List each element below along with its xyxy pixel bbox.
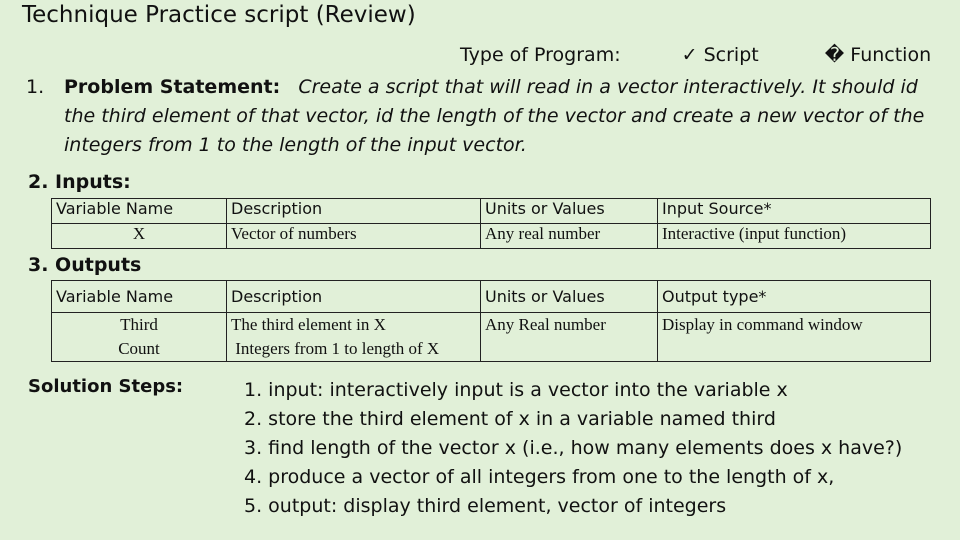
solution-label: Solution Steps:: [28, 376, 184, 397]
outputs-var-third: Third: [120, 315, 158, 334]
type-of-program-label: Type of Program:: [460, 44, 621, 66]
solution-step: 1. input: interactively input is a vector into the variable x: [244, 379, 788, 401]
inputs-header: 2. Inputs:: [28, 171, 131, 193]
outputs-desc-2: Integers from 1 to length of X: [231, 339, 440, 358]
solution-step: 2. store the third element of x in a variable named third: [244, 408, 776, 430]
outputs-col-description: Description: [227, 281, 481, 313]
outputs-col-units: Units or Values: [481, 281, 658, 313]
outputs-header: 3. Outputs: [28, 254, 142, 276]
inputs-col-description: Description: [227, 199, 481, 224]
solution-step: 5. output: display third element, vector of integers: [244, 495, 727, 517]
solution-step: 3. find length of the vector x (i.e., how many elements does x have?): [244, 437, 903, 459]
page-title: Technique Practice script (Review): [22, 2, 416, 28]
inputs-col-source: Input Source*: [658, 199, 931, 224]
outputs-col-type: Output type*: [658, 281, 931, 313]
outputs-col-variable: Variable Name: [52, 281, 227, 313]
inputs-header-row: [52, 199, 931, 224]
inputs-cell-description: Vector of numbers: [227, 224, 481, 249]
type-of-program: [460, 44, 931, 66]
inputs-row: [52, 224, 931, 249]
inputs-cell-variable: X: [52, 224, 227, 249]
outputs-table: [51, 280, 931, 362]
inputs-col-units: Units or Values: [481, 199, 658, 224]
inputs-table: [51, 198, 931, 249]
outputs-var-count: Count: [118, 339, 160, 358]
inputs-cell-units: Any real number: [481, 224, 658, 249]
outputs-header-row: [52, 281, 931, 313]
inputs-col-variable: Variable Name: [52, 199, 227, 224]
outputs-cell-units: Any Real number: [481, 313, 658, 362]
inputs-cell-source: Interactive (input function): [658, 224, 931, 249]
problem-text: Create a script that will read in a vector interactively. It should id the third element of that vector, id the length of the vector and create a new vector of the integers from 1 to the length of the input vector.: [64, 76, 925, 156]
script-checkbox: ✓ Script: [681, 44, 759, 66]
problem-number: 1.: [26, 76, 45, 98]
problem-label: Problem Statement:: [64, 76, 281, 98]
outputs-desc-1: The third element in X: [231, 315, 386, 334]
function-checkbox: � Function: [824, 44, 932, 66]
outputs-cell-description: [227, 313, 481, 362]
outputs-row: [52, 313, 931, 362]
solution-steps: [244, 376, 902, 521]
outputs-cell-type: Display in command window: [658, 313, 931, 362]
problem-statement: [26, 73, 946, 160]
solution-step: 4. produce a vector of all integers from one to the length of x,: [244, 466, 835, 488]
outputs-cell-variable: [52, 313, 227, 362]
